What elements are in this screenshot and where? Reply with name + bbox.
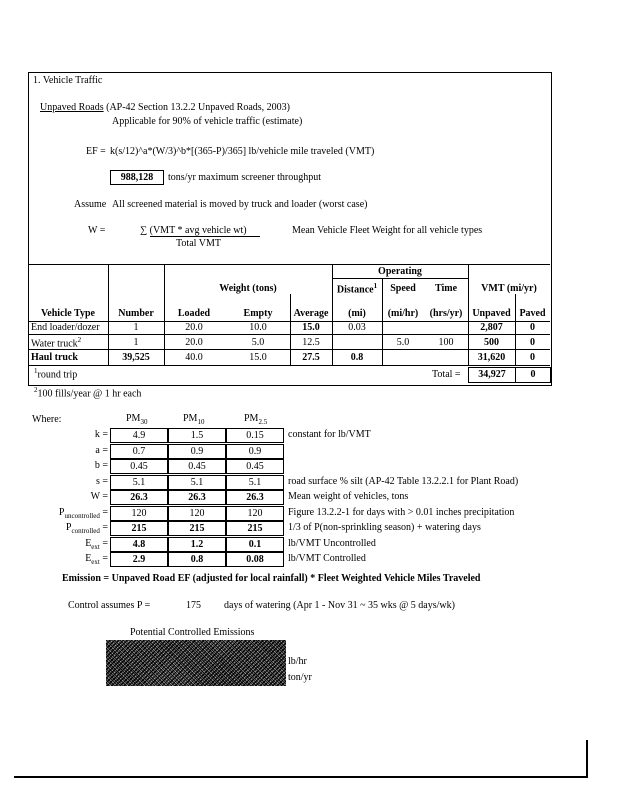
col-distance-mi: (mi) [348, 308, 366, 319]
pm10-head: $PM_{10}$ [183, 413, 205, 426]
param-value: 120 [226, 506, 284, 521]
table-row-average: 27.5 [302, 352, 320, 363]
unpaved-ref: (AP-42 Section 13.2.2 Unpaved Roads, 2003) [103, 102, 290, 113]
right-rule [586, 740, 588, 778]
param-value: 2.9 [110, 552, 168, 567]
param-value: 4.8 [110, 537, 168, 552]
unpaved-heading [40, 102, 290, 113]
param-note: constant for lb/VMT [288, 429, 371, 440]
table-row-loaded: 40.0 [185, 352, 203, 363]
control-label: Control assumes P = [68, 600, 151, 611]
col-vehicle-type: Vehicle Type [41, 308, 95, 319]
hdr-time: Time [434, 283, 458, 294]
hdr-distance: Distance$^1$ [336, 282, 378, 296]
table-row-unpaved: 31,620 [477, 352, 506, 363]
pm30-head: $PM_{30}$ [126, 413, 148, 426]
bottom-rule [14, 776, 588, 778]
col-empty: Empty [243, 308, 273, 319]
w-label: W = [88, 225, 106, 236]
param-value: 5.1 [168, 475, 226, 490]
param-value: 215 [226, 521, 284, 536]
param-label: W = [90, 491, 108, 502]
w-numerator: ∑ (VMT * avg vehicle wt) [140, 225, 247, 236]
param-value: 4.9 [110, 428, 168, 443]
table-top-line [28, 264, 550, 265]
table-row-distance: 0.03 [348, 322, 366, 333]
throughput-value: 988,128 [110, 170, 164, 185]
table-row-unpaved: 2,807 [480, 322, 503, 333]
emission-text: Emission = Unpaved Road EF (adjusted for local rainfall) * Fleet Weighted Vehicle Miles Traveled [62, 573, 481, 584]
param-value: 120 [168, 506, 226, 521]
param-note: lb/VMT Controlled [288, 553, 366, 564]
table-row-paved: 0 [530, 337, 535, 348]
param-value: 0.7 [110, 444, 168, 459]
hdr-speed: Speed [390, 283, 416, 294]
operating-line [332, 278, 468, 279]
table-row-average: 12.5 [302, 337, 320, 348]
total-paved: 0 [515, 367, 551, 383]
unit-lbhr: lb/hr [288, 656, 307, 667]
param-value: 0.9 [168, 444, 226, 459]
table-row-number: 1 [133, 322, 139, 333]
table-row-type: Water truck$^2$ [31, 336, 82, 350]
applicable-text: Applicable for 90% of vehicle traffic (estimate) [112, 116, 303, 127]
param-note: road surface % silt (AP-42 Table 13.2.2.1 for Plant Road) [288, 476, 519, 487]
table-row-number: 1 [133, 337, 139, 348]
param-label: $E_{ext}$ = [85, 553, 108, 566]
param-value: 215 [110, 521, 168, 536]
col-loaded: Loaded [177, 308, 211, 319]
ef-label: EF = [86, 146, 106, 157]
table-row-type: End loader/dozer [31, 322, 100, 333]
param-value: 0.45 [168, 459, 226, 474]
col-speed-unit: (mi/hr) [387, 308, 419, 319]
total-label: Total = [432, 369, 461, 380]
row-line-3 [28, 365, 550, 366]
throughput-label: tons/yr maximum screener throughput [168, 172, 322, 183]
param-value: 0.45 [110, 459, 168, 474]
param-value: 26.3 [226, 490, 284, 505]
table-row-loaded: 20.0 [185, 337, 203, 348]
param-note: 1/3 of P(non-sprinkling season) + watering days [288, 522, 481, 533]
total-unpaved: 34,927 [468, 367, 516, 383]
param-label: $P_{controlled}$ = [65, 522, 108, 535]
param-note: lb/VMT Uncontrolled [288, 538, 376, 549]
param-note: Mean weight of vehicles, tons [288, 491, 409, 502]
footnote-1: $^1$round trip [34, 367, 78, 381]
group-vmt: VMT (mi/yr) [481, 283, 537, 294]
table-row-type: Haul truck [31, 352, 78, 363]
col-paved: Paved [519, 308, 546, 319]
param-label: b = [94, 460, 108, 471]
control-desc: days of watering (Apr 1 - Nov 31 ~ 35 wks @ 5 days/wk) [224, 600, 455, 611]
col-unpaved: Unpaved [472, 308, 511, 319]
assume-text: All screened material is moved by truck and loader (worst case) [112, 199, 368, 210]
potential-title: Potential Controlled Emissions [130, 627, 255, 638]
table-row-distance: 0.8 [350, 352, 364, 363]
table-row-speed: 5.0 [396, 337, 410, 348]
param-value: 26.3 [110, 490, 168, 505]
table-row-unpaved: 500 [484, 337, 499, 348]
unpaved-label: Unpaved Roads [40, 102, 104, 113]
param-value: 120 [110, 506, 168, 521]
table-row-empty: 5.0 [251, 337, 265, 348]
where-label: Where: [32, 414, 62, 425]
w-denominator: Total VMT [176, 238, 221, 249]
table-row-time: 100 [438, 337, 454, 348]
param-value: 0.9 [226, 444, 284, 459]
param-value: 0.8 [168, 552, 226, 567]
table-row-average: 15.0 [302, 322, 320, 333]
group-weight: Weight (tons) [219, 283, 277, 294]
w-description: Mean Vehicle Fleet Weight for all vehicle types [292, 225, 483, 236]
param-value: 0.45 [226, 459, 284, 474]
footnote-2: $^2$100 fills/year @ 1 hr each [34, 386, 142, 400]
control-value: 175 [186, 600, 201, 611]
param-value: 0.1 [226, 537, 284, 552]
param-value: 215 [168, 521, 226, 536]
param-label: a = [95, 445, 108, 456]
ef-formula: k(s/12)^a*(W/3)^b*[(365-P)/365] lb/vehicle mile traveled (VMT) [110, 146, 375, 157]
param-label: $P_{uncontrolled}$ = [58, 507, 108, 520]
row-line-2 [28, 349, 550, 350]
param-label: s = [95, 476, 108, 487]
table-row-paved: 0 [530, 322, 535, 333]
row-line-1 [28, 334, 550, 335]
pm25-head: $PM_{2.5}$ [244, 413, 268, 426]
assume-label: Assume [74, 199, 107, 210]
col-average: Average [293, 308, 329, 319]
param-value: 0.15 [226, 428, 284, 443]
param-note: Figure 13.2.2-1 for days with > 0.01 inches precipitation [288, 507, 515, 518]
param-value: 0.08 [226, 552, 284, 567]
table-row-loaded: 20.0 [185, 322, 203, 333]
param-label: k = [94, 429, 108, 440]
table-row-number: 39,525 [122, 352, 150, 363]
redacted-block [106, 640, 286, 686]
w-fraction-bar [150, 236, 260, 237]
param-value: 1.5 [168, 428, 226, 443]
table-row-paved: 0 [530, 352, 535, 363]
col-time-unit: (hrs/yr) [429, 308, 463, 319]
param-value: 1.2 [168, 537, 226, 552]
param-value: 5.1 [110, 475, 168, 490]
col-number: Number [118, 308, 154, 319]
param-value: 26.3 [168, 490, 226, 505]
param-label: $E_{ext}$ = [85, 538, 108, 551]
table-row-empty: 10.0 [249, 322, 267, 333]
param-value: 5.1 [226, 475, 284, 490]
unit-tonyr: ton/yr [288, 672, 312, 683]
group-operating: Operating [378, 266, 422, 277]
table-row-empty: 15.0 [249, 352, 267, 363]
section-heading: 1. Vehicle Traffic [33, 75, 103, 86]
